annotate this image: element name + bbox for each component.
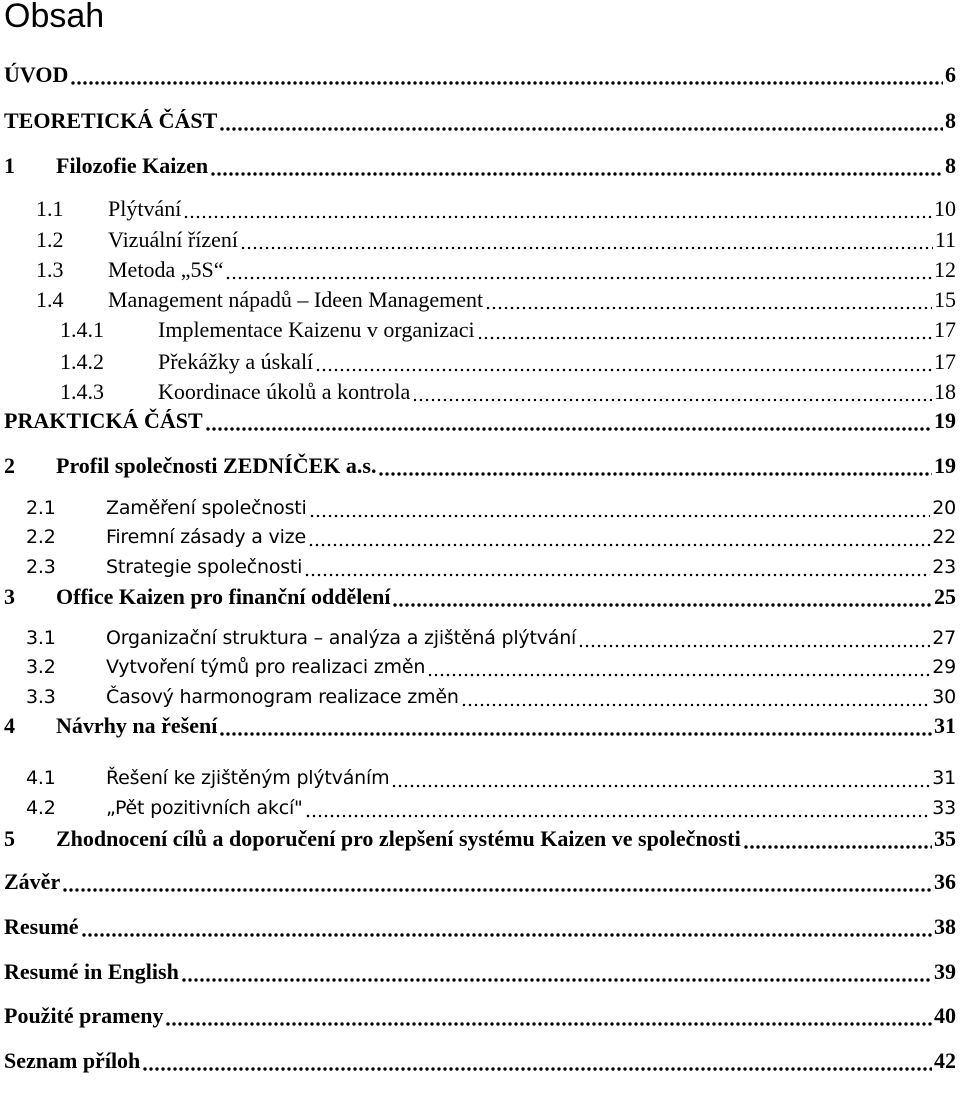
dot-leader (391, 763, 930, 793)
toc-entry-number: 3.3 (26, 682, 56, 712)
toc-entry-number: 1.4.2 (60, 347, 104, 377)
toc-entry-number: 1.3 (36, 255, 64, 285)
toc-entry-page: 8 (943, 106, 956, 136)
toc-entry[interactable] (0, 522, 960, 552)
toc-entry-number: 1.2 (36, 225, 64, 255)
toc-entry-number: 1.4.1 (60, 315, 104, 345)
toc-entry-label: Profil společnosti ZEDNÍČEK a.s. (56, 451, 378, 481)
toc-entry-page: 38 (932, 912, 956, 942)
toc-entry-page: 36 (932, 867, 956, 897)
toc-entry-page: 15 (932, 285, 956, 315)
toc-entry-page: 23 (930, 552, 956, 582)
toc-entry-number: 1.4.3 (60, 377, 104, 407)
toc-entry[interactable] (0, 1001, 960, 1031)
toc-entry-label: Strategie společnosti (106, 552, 304, 582)
toc-entry[interactable] (0, 1046, 960, 1076)
toc-entry-page: 22 (930, 522, 956, 552)
toc-entry[interactable] (0, 194, 960, 224)
dot-leader (392, 582, 932, 612)
dot-leader (205, 406, 932, 436)
dot-leader (315, 347, 932, 377)
dot-leader (412, 377, 932, 407)
toc-entry-label: Filozofie Kaizen (56, 151, 210, 181)
toc-entry[interactable] (0, 151, 960, 181)
toc-entry-page: 19 (932, 406, 956, 436)
toc-entry-label: Koordinace úkolů a kontrola (158, 377, 412, 407)
toc-entry[interactable] (0, 315, 960, 345)
toc-entry-number: 1.1 (36, 194, 64, 224)
toc-entry-label: „Pět pozitivních akcí" (106, 793, 305, 823)
toc-entry-number: 3 (4, 582, 15, 612)
dot-leader (743, 824, 932, 854)
toc-entry[interactable] (0, 377, 960, 407)
dot-leader (477, 315, 932, 345)
toc-entry-page: 25 (932, 582, 956, 612)
toc-entry-number: 1 (4, 151, 15, 181)
toc-entry[interactable] (0, 451, 960, 481)
dot-leader (461, 682, 930, 712)
toc-entry-number: 1.4 (36, 285, 64, 315)
dot-leader (304, 552, 930, 582)
toc-entry-label: Seznam příloh (4, 1046, 142, 1076)
toc-entry-label: ÚVOD (4, 60, 70, 90)
toc-entry[interactable] (0, 652, 960, 682)
dot-leader (62, 867, 932, 897)
toc-entry-page: 42 (932, 1046, 956, 1076)
toc-entry-page: 29 (930, 652, 956, 682)
toc-entry-label: Zaměření společnosti (106, 493, 309, 523)
toc-entry-page: 17 (932, 347, 956, 377)
toc-entry[interactable] (0, 582, 960, 612)
toc-entry-number: 2.2 (26, 522, 56, 552)
dot-leader (308, 522, 930, 552)
dot-leader (578, 623, 930, 653)
dot-leader (210, 151, 943, 181)
toc-entry[interactable] (0, 912, 960, 942)
toc-entry[interactable] (0, 867, 960, 897)
toc-entry[interactable] (0, 60, 960, 90)
toc-entry-label: Návrhy na řešení (56, 711, 219, 741)
toc-entry[interactable] (0, 957, 960, 987)
dot-leader (142, 1046, 932, 1076)
page-title: Obsah (4, 0, 105, 35)
toc-entry-label: Organizační struktura – analýza a zjištěná plýtvání (106, 623, 578, 653)
toc-entry-label: Vytvoření týmů pro realizaci změn (106, 652, 427, 682)
toc-entry-page: 39 (932, 957, 956, 987)
toc-entry-number: 2.1 (26, 493, 56, 523)
dot-leader (378, 451, 932, 481)
toc-entry[interactable] (0, 255, 960, 285)
toc-entry-page: 6 (943, 60, 956, 90)
dot-leader (485, 285, 932, 315)
toc-entry-number: 4.2 (26, 793, 56, 823)
toc-entry-number: 2 (4, 451, 15, 481)
toc-entry[interactable] (0, 225, 960, 255)
toc-entry-label: Použité prameny (4, 1001, 165, 1031)
toc-entry-number: 5 (4, 824, 15, 854)
dot-leader (183, 194, 932, 224)
dot-leader (81, 912, 932, 942)
toc-entry-label: TEORETICKÁ ČÁST (4, 106, 219, 136)
toc-entry-label: Zhodnocení cílů a doporučení pro zlepšení systému Kaizen ve společnosti (56, 824, 743, 854)
toc-entry[interactable] (0, 106, 960, 136)
toc-entry-label: Časový harmonogram realizace změn (106, 682, 461, 712)
toc-entry-number: 3.2 (26, 652, 56, 682)
dot-leader (70, 60, 943, 90)
toc-entry[interactable] (0, 347, 960, 377)
toc-entry[interactable] (0, 711, 960, 741)
toc-entry-label: Překážky a úskalí (158, 347, 315, 377)
toc-entry-number: 4 (4, 711, 15, 741)
toc-entry[interactable] (0, 623, 960, 653)
toc-entry-page: 19 (932, 451, 956, 481)
toc-entry[interactable] (0, 682, 960, 712)
toc-entry-label: Resumé (4, 912, 81, 942)
toc-entry[interactable] (0, 763, 960, 793)
toc-entry-label: Office Kaizen pro finanční oddělení (56, 582, 392, 612)
dot-leader (309, 493, 930, 523)
toc-entry-label: Závěr (4, 867, 62, 897)
toc-entry-number: 2.3 (26, 552, 56, 582)
toc-entry-page: 8 (943, 151, 956, 181)
toc-entry[interactable] (0, 793, 960, 823)
dot-leader (219, 711, 932, 741)
toc-entry-number: 3.1 (26, 623, 56, 653)
toc-entry[interactable] (0, 406, 960, 436)
toc-entry-page: 30 (930, 682, 956, 712)
toc-entry-page: 18 (932, 377, 956, 407)
toc-entry[interactable] (0, 285, 960, 315)
toc-entry-page: 17 (932, 315, 956, 345)
toc-entry-label: Řešení ke zjištěným plýtváním (106, 763, 391, 793)
toc-entry-page: 27 (930, 623, 956, 653)
toc-entry-page: 11 (933, 225, 956, 255)
dot-leader (181, 957, 932, 987)
toc-entry-page: 33 (930, 793, 956, 823)
toc-entry-page: 31 (932, 711, 956, 741)
toc-entry-label: Metoda „5S“ (108, 255, 225, 285)
toc-entry[interactable] (0, 552, 960, 582)
toc-entry-page: 20 (930, 493, 956, 523)
toc-entry-page: 35 (932, 824, 956, 854)
toc-entry-label: Vizuální řízení (108, 225, 240, 255)
toc-entry-page: 40 (932, 1001, 956, 1031)
toc-entry-number: 4.1 (26, 763, 56, 793)
toc-entry-label: PRAKTICKÁ ČÁST (4, 406, 205, 436)
toc-entry-page: 10 (932, 194, 956, 224)
dot-leader (305, 793, 930, 823)
dot-leader (427, 652, 930, 682)
dot-leader (225, 255, 932, 285)
toc-entry[interactable] (0, 493, 960, 523)
toc-entry-label: Resumé in English (4, 957, 181, 987)
dot-leader (240, 225, 933, 255)
dot-leader (165, 1001, 932, 1031)
toc-entry-label: Firemní zásady a vize (106, 522, 308, 552)
toc-entry-label: Implementace Kaizenu v organizaci (158, 315, 477, 345)
toc-entry[interactable] (0, 824, 960, 854)
toc-entry-label: Management nápadů – Ideen Management (108, 285, 485, 315)
toc-entry-page: 12 (932, 255, 956, 285)
toc-entry-page: 31 (930, 763, 956, 793)
toc-entry-label: Plýtvání (108, 194, 183, 224)
dot-leader (219, 106, 943, 136)
